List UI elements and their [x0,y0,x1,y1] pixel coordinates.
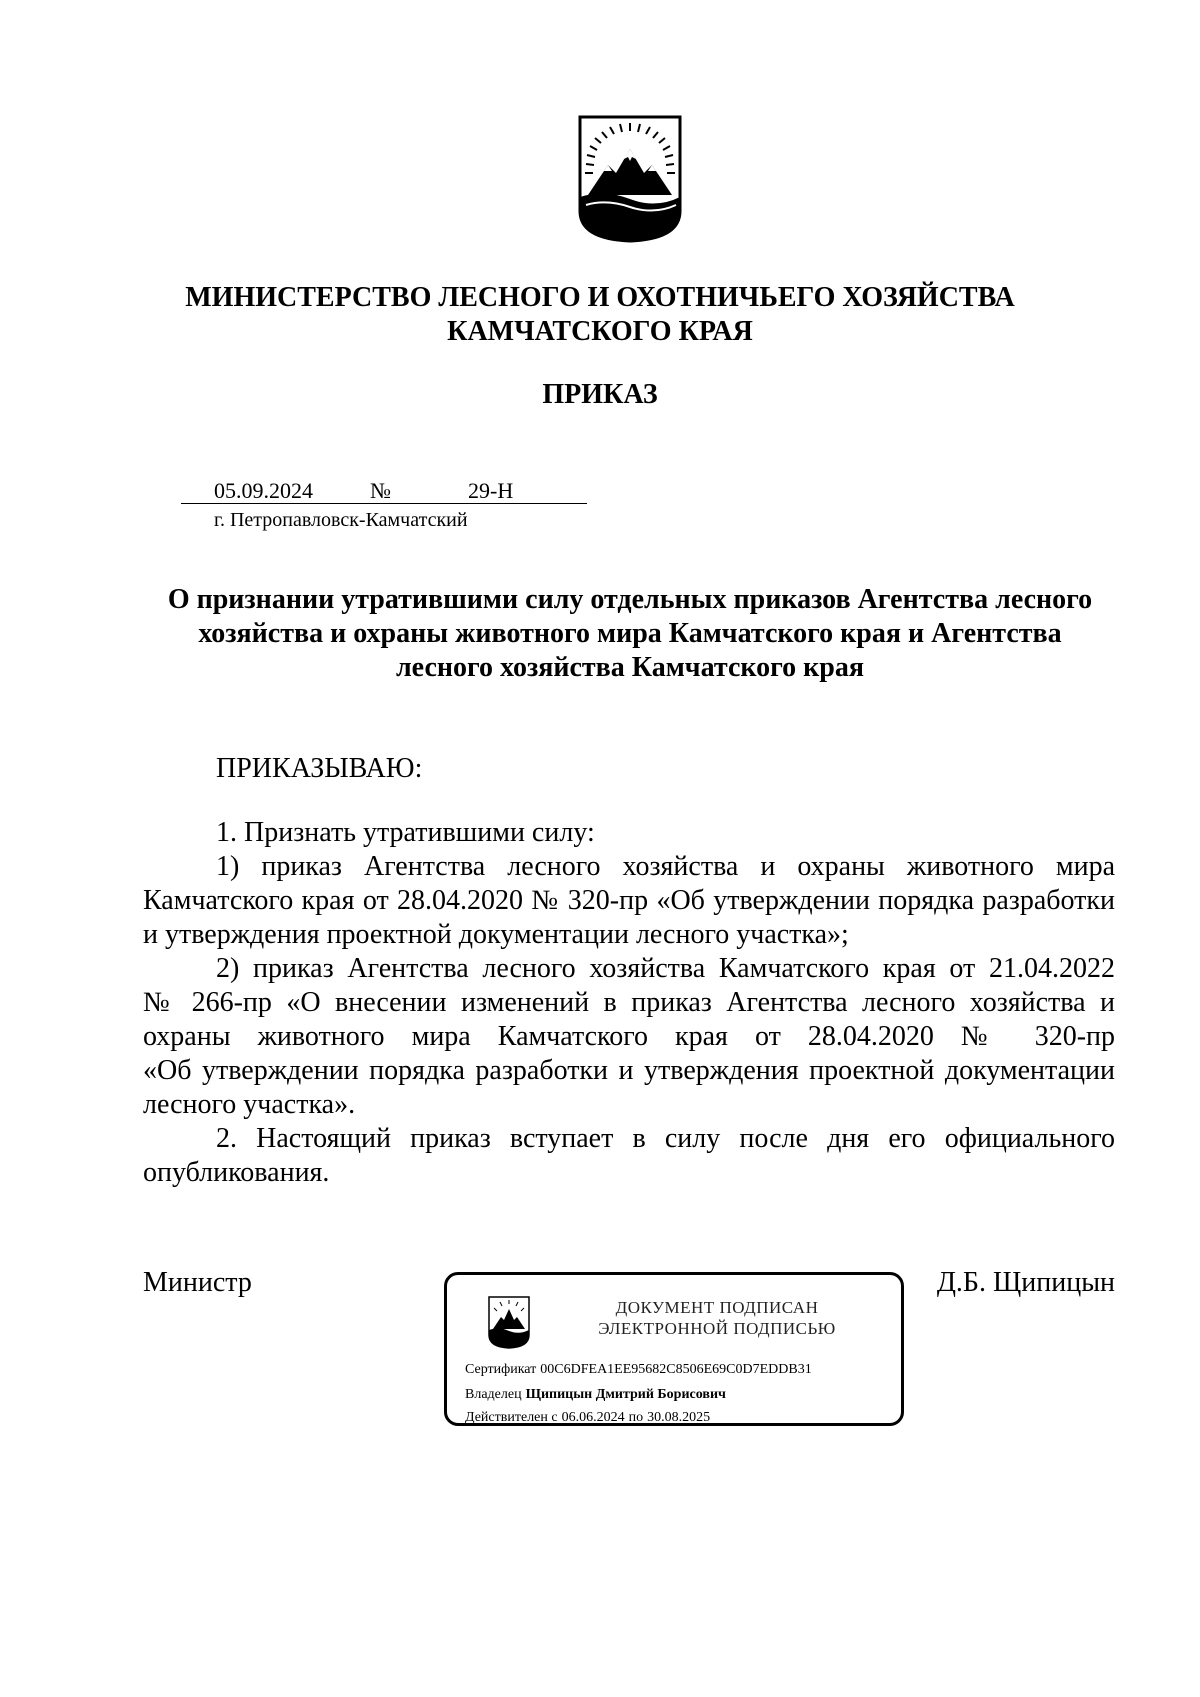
kamchatka-coat-of-arms-icon [576,113,684,243]
subject-line: О признании утратившими силу отдельных приказов Агентства лесного [167,584,1093,615]
document-subject [145,583,1115,685]
signatory-role: Министр [143,1267,252,1298]
registration-number: 29-Н [468,478,514,503]
body-line: № 266-пр «О внесении изменений в приказ Агентства лесного хозяйства и [143,987,1115,1018]
body-line: «Об утверждении порядка разработки и утверждения проектной документации [143,1055,1115,1086]
stamp-title-line: ДОКУМЕНТ ПОДПИСАН [615,1298,819,1317]
ministry-name-line-1: МИНИСТЕРСТВО ЛЕСНОГО И ОХОТНИЧЬЕГО ХОЗЯЙСТВА [185,282,1015,313]
stamp-title-line: ЭЛЕКТРОННОЙ ПОДПИСЬЮ [598,1319,836,1338]
signatory-name: Д.Б. Щипицын [936,1267,1115,1298]
body-line: охраны животного мира Камчатского края от 28.04.2020 № 320-пр [143,1021,1115,1052]
owner-value: Щипицын Дмитрий Борисович [525,1387,726,1402]
subject-line: хозяйства и охраны животного мира Камчатского края и Агентства [198,618,1062,649]
body-line: 2. Настоящий приказ вступает в силу после дня его официального [216,1123,1115,1154]
body-line: 1. Признать утратившими силу: [216,817,595,848]
validity-to: 30.08.2025 [647,1410,711,1425]
stamp-certificate-row [465,1361,812,1379]
body-line: 1) приказ Агентства лесного хозяйства и охраны животного мира [216,851,1115,882]
validity-label: Действителен с [465,1410,558,1425]
stamp-owner-row [465,1386,726,1404]
body-line: и утверждения проектной документации лесного участка»; [143,919,849,950]
document-type: ПРИКАЗ [542,379,658,410]
validity-from: 06.06.2024 [561,1410,625,1425]
registration-number-sign: № [370,478,391,503]
stamp-validity-row [465,1409,710,1427]
certificate-label: Сертификат [465,1362,537,1377]
subject-line: лесного хозяйства Камчатского края [395,652,865,683]
ministry-name-line-2: КАМЧАТСКОГО КРАЯ [447,316,753,347]
stamp-title [557,1297,877,1339]
body-line: лесного участка». [143,1089,356,1120]
order-keyword: ПРИКАЗЫВАЮ: [216,753,423,784]
registration-date: 05.09.2024 [214,478,313,503]
electronic-signature-stamp [444,1272,904,1426]
owner-label: Владелец [465,1387,522,1402]
body-line: 2) приказ Агентства лесного хозяйства Камчатского края от 21.04.2022 [216,953,1115,984]
document-body [143,816,1115,1190]
kamchatka-coat-of-arms-icon [487,1295,531,1349]
certificate-value: 00C6DFEA1EE95682C8506E69C0D7EDDB31 [540,1362,812,1377]
registration-city: г. Петропавловск-Камчатский [214,509,468,531]
body-line: Камчатского края от 28.04.2020 № 320-пр «Об утверждении порядка разработки [143,885,1115,916]
registration-underline [181,503,587,504]
body-line: опубликования. [143,1157,330,1188]
validity-to-label: по [628,1410,644,1425]
